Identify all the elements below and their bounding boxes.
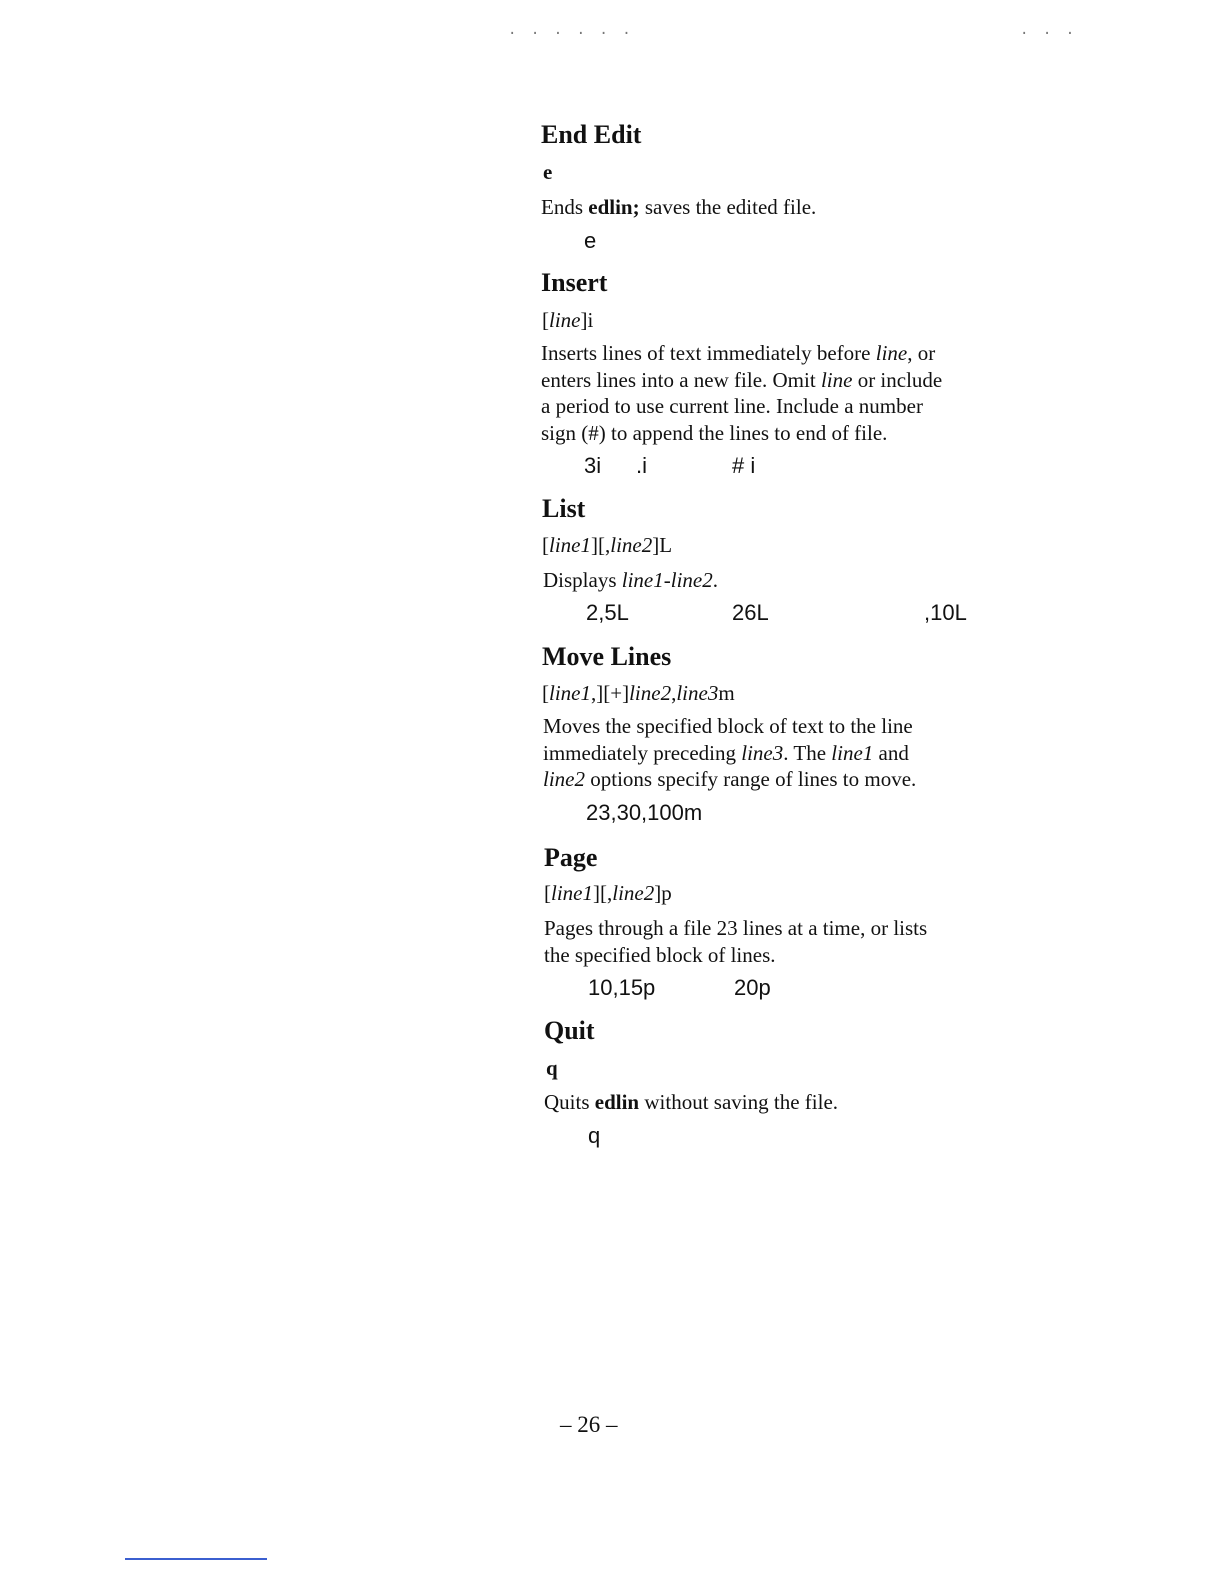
bottom-rule-line — [125, 1558, 267, 1560]
insert-description: Inserts lines of text immediately before line, or enters lines into a new file. Omit line or include a period to use current line. Include a number sign (#) to append the lines to end of file. — [541, 341, 943, 445]
insert-example-1: 3i — [584, 453, 602, 478]
list-example-2: 26L — [732, 600, 769, 625]
insert-heading: Insert — [541, 268, 608, 297]
page-example-2: 20p — [734, 975, 771, 1000]
list-heading: List — [542, 494, 586, 523]
scan-mark-left: . . . . . . — [508, 22, 634, 38]
end-edit-description: Ends edlin; saves the edited file. — [541, 195, 817, 219]
move-lines-heading: Move Lines — [542, 642, 672, 671]
list-example-3: ,10L — [924, 600, 967, 625]
insert-syntax: [line]i — [542, 308, 594, 332]
list-syntax: [line1][,line2]L — [542, 533, 673, 557]
end-edit-heading: End Edit — [541, 120, 642, 149]
insert-example-3: # i — [732, 453, 756, 478]
page-number: – 26 – — [560, 1412, 618, 1437]
move-lines-syntax: [line1,][+]line2,line3m — [542, 681, 735, 705]
quit-description: Quits edlin without saving the file. — [544, 1090, 839, 1114]
quit-syntax: q — [546, 1056, 558, 1080]
list-example-1: 2,5L — [586, 600, 629, 625]
end-edit-syntax: e — [543, 160, 553, 184]
page-syntax: [line1][,line2]p — [544, 881, 672, 905]
insert-example-2: .i — [636, 453, 647, 478]
move-lines-description: Moves the specified block of text to the line immediately preceding line3. The line1 and line2 options specify range of lines to move. — [543, 714, 917, 791]
page-description: Pages through a file 23 lines at a time, or lists the specified block of lines. — [544, 916, 928, 967]
scan-mark-right: . . . — [1020, 22, 1078, 38]
page-example-1: 10,15p — [588, 975, 656, 1000]
quit-example: q — [588, 1123, 601, 1148]
page-heading: Page — [544, 843, 598, 872]
quit-heading: Quit — [544, 1016, 595, 1045]
move-lines-example: 23,30,100m — [586, 800, 703, 825]
end-edit-example: e — [584, 228, 597, 253]
list-description: Displays line1-line2. — [543, 568, 718, 592]
